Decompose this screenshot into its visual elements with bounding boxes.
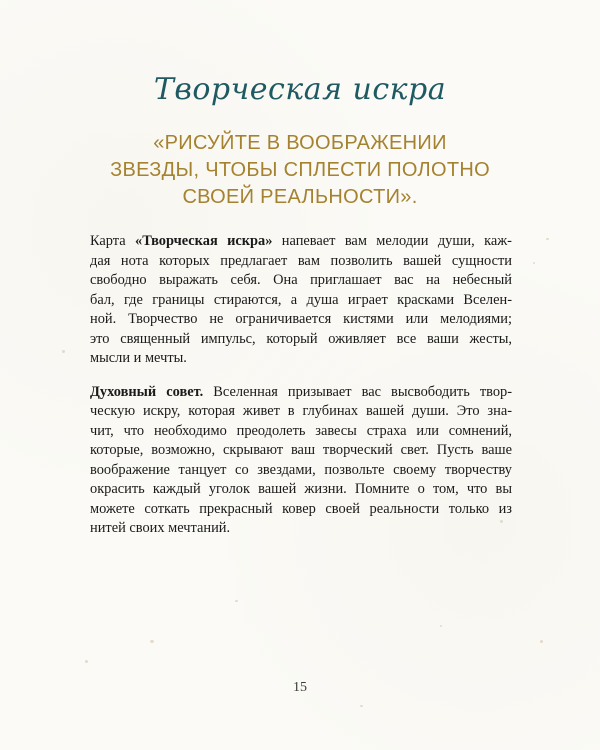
text-line: мысли и мечты. [90,350,187,366]
paragraph-spiritual-advice [90,383,512,539]
paper-speck [235,600,238,602]
text-line: это священный импульс, который оживляет все ваши жесты, [90,330,512,347]
text-line: ной. Творчество не ограничивается кистями или мелодиями; [90,311,512,327]
text-line: ческую искру, которая живет в глубинах вашей души. Это зна- [90,403,512,419]
paper-speck [540,640,543,643]
paragraph-card-description [90,232,512,369]
paper-speck [360,705,363,707]
text-line: бал, где границы стираются, а душа играет красками Вселен- [90,291,512,308]
paper-speck [85,660,88,663]
quote-line: ЗВЕЗДЫ, ЧТОБЫ СПЛЕСТИ ПОЛОТНО [110,159,490,181]
text-run: напевает вам мелодии души, каж- [272,233,512,249]
paper-speck [150,640,154,643]
paper-speck [546,238,549,240]
text-line: которые, возможно, скрывают ваш творческий свет. Пусть ваше [90,442,512,458]
advice-heading-bold: Духовный совет. [90,383,204,400]
text-line: воображение танцует со звездами, позвольте своему творчеству [90,461,512,478]
text-run: Карта [90,233,136,249]
text-line [90,383,512,403]
paper-speck [62,350,65,353]
text-line: можете соткать прекрасный ковер своей реальности только из [90,500,512,517]
card-name-bold: «Творческая искра» [135,233,273,249]
text-line [90,232,512,252]
text-line: чит, что необходимо преодолеть завесы страха или сомнений, [90,422,512,439]
page-number: 15 [293,680,307,695]
page-title: Творческая искра [153,72,447,107]
epigraph-quote [60,130,540,211]
paper-speck [533,262,535,264]
text-line: окрасить каждый уголок вашей жизни. Помните о том, что вы [90,481,512,497]
body-text [90,232,512,553]
text-line: нитей своих мечтаний. [90,520,231,536]
quote-line: СВОЕЙ РЕАЛЬНОСТИ». [182,186,418,208]
text-run: Вселенная призывает вас высвободить твор- [203,383,513,400]
quote-line: «РИСУЙТЕ В ВООБРАЖЕНИИ [153,132,447,154]
text-line: свободно выражать себя. Она приглашает вас на небесный [90,272,512,288]
text-line: дая нота которых предлагает вам позволить вашей сущности [90,252,512,269]
paper-speck [440,625,442,627]
